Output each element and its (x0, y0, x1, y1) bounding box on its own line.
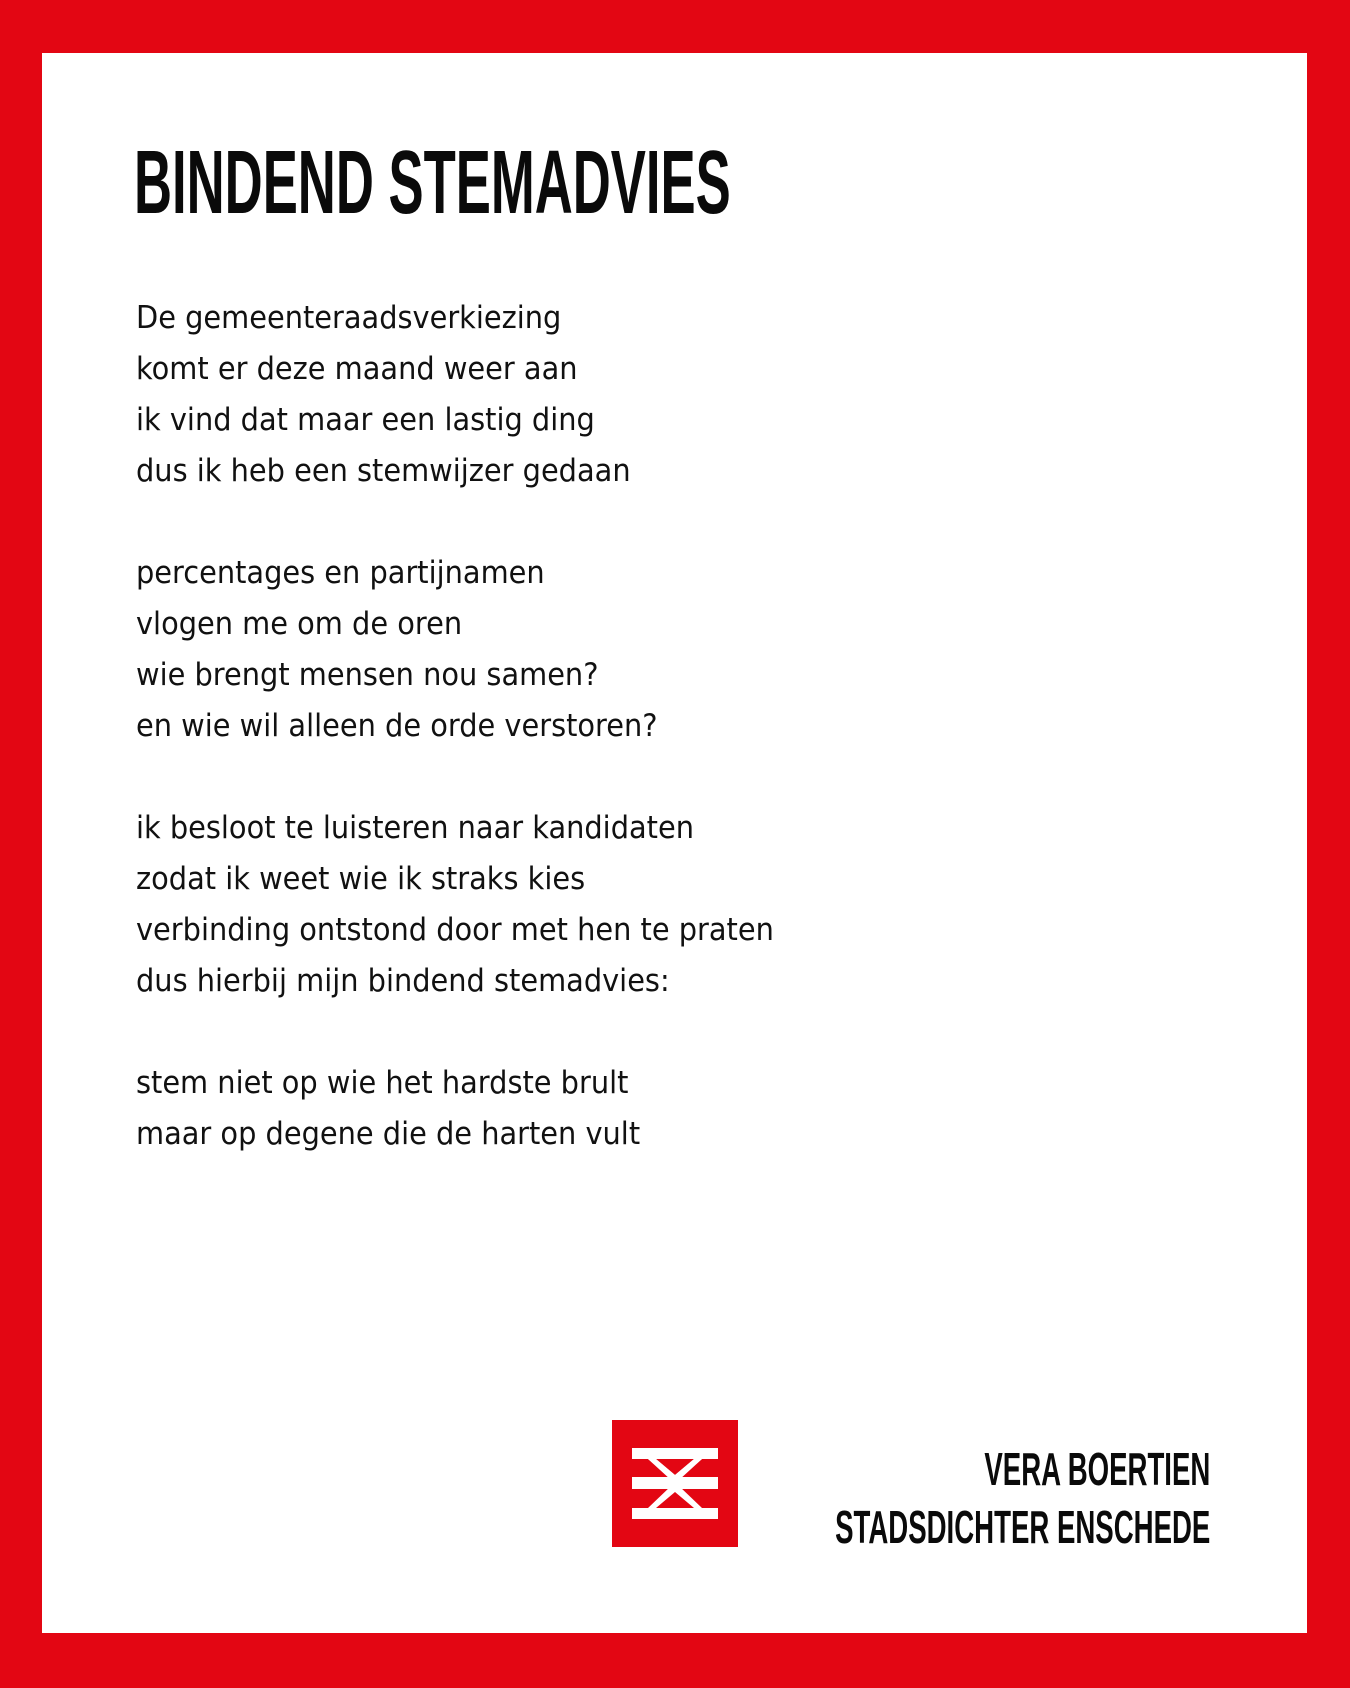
poem-line: zodat ik weet wie ik straks kies (136, 861, 586, 897)
poem-body (136, 293, 774, 1211)
poem-line: stem niet op wie het hardste brult (136, 1065, 629, 1101)
poem-line: ik besloot te luisteren naar kandidaten (136, 810, 694, 846)
poem-line: wie brengt mensen nou samen? (136, 657, 599, 693)
poem-line: vlogen me om de oren (136, 606, 463, 642)
author-name: VERA BOERTIEN (984, 1443, 1210, 1495)
author-credit (585, 1440, 1210, 1556)
poem-title: BINDEND STEMADVIES (134, 133, 731, 233)
poem-line: dus hierbij mijn bindend stemadvies: (136, 963, 670, 999)
poem-line: en wie wil alleen de orde verstoren? (136, 708, 658, 744)
poem-line: De gemeenteraadsverkiezing (136, 300, 562, 336)
stanza-1 (136, 293, 774, 497)
poem-line: verbinding ontstond door met hen te praten (136, 912, 774, 948)
poem-line: komt er deze maand weer aan (136, 351, 578, 387)
poem-line: ik vind dat maar een lastig ding (136, 402, 595, 438)
author-role: STADSDICHTER ENSCHEDE (834, 1501, 1210, 1553)
poem-line: dus ik heb een stemwijzer gedaan (136, 453, 631, 489)
stanza-3 (136, 803, 774, 1007)
stanza-4 (136, 1058, 774, 1160)
stanza-2 (136, 548, 774, 752)
poem-line: percentages en partijnamen (136, 555, 545, 591)
poem-line: maar op degene die de harten vult (136, 1116, 641, 1152)
